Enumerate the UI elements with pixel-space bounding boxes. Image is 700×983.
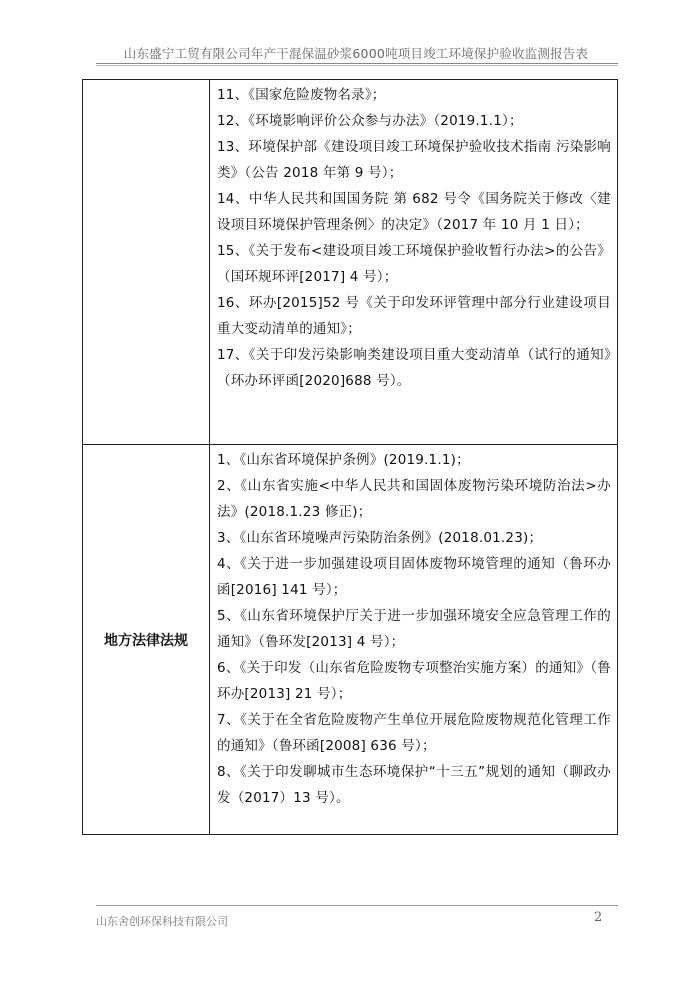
items-cell (210, 445, 618, 835)
list-item: 4、《关于进一步加强建设项目固体废物环境管理的通知（鲁环办函[2016] 141 号）； (217, 556, 611, 598)
header-rule-secondary (96, 65, 618, 66)
footer-company: 山东舍创环保科技有限公司 (96, 915, 228, 928)
category-cell (83, 445, 210, 835)
list-item: 7、《关于在全省危险废物产生单位开展危险废物规范化管理工作的通知》（鲁环函[2008] 636 号）； (217, 712, 611, 754)
list-item: 17、《关于印发污染影响类建设项目重大变动清单（试行的通知》（环办环评函[2020]688 号）。 (217, 347, 611, 389)
list-item: 12、《环境影响评价公众参与办法》（2019.1.1）； (217, 113, 523, 129)
list-item: 2、《山东省实施<中华人民共和国固体废物污染环境防治法>办法》(2018.1.23 修正)； (217, 478, 611, 520)
regulations-table (82, 79, 618, 835)
footer-rule (96, 905, 618, 906)
list-item: 14、中华人民共和国国务院 第 682 号令《国务院关于修改〈建设项目环境保护管理条例〉的决定》（2017 年 10 月 1 日）； (217, 191, 611, 233)
table-row (83, 445, 618, 835)
page-header-title: 山东盛宁工贸有限公司年产干混保温砂浆6000吨项目竣工环境保护验收监测报告表 (123, 46, 589, 61)
category-label: 地方法律法规 (104, 632, 188, 649)
items-cell (210, 80, 618, 445)
list-item: 11、《国家危险废物名录》； (217, 87, 386, 103)
page-number: 2 (594, 910, 603, 925)
table-row (83, 80, 618, 445)
list-item: 3、《山东省环境噪声污染防治条例》(2018.01.23)； (217, 530, 543, 546)
list-item: 1、《山东省环境保护条例》(2019.1.1)； (217, 452, 470, 468)
list-item: 5、《山东省环境保护厅关于进一步加强环境安全应急管理工作的通知》（鲁环发[2013] 4 号）； (217, 608, 611, 650)
list-item: 8、《关于印发聊城市生态环境保护“十三五”规划的通知（聊政办发（2017）13 号）。 (217, 764, 611, 806)
category-cell (83, 80, 210, 445)
list-item: 6、《关于印发（山东省危险废物专项整治实施方案）的通知》（鲁环办[2013] 21 号）； (217, 660, 611, 702)
list-item: 13、环境保护部《建设项目竣工环境保护验收技术指南 污染影响类》（公告 2018 年第 9 号）； (217, 139, 611, 181)
list-item: 16、环办[2015]52 号《关于印发环评管理中部分行业建设项目重大变动清单的通知》； (217, 295, 611, 337)
list-item: 15、《关于发布<建设项目竣工环境保护验收暂行办法>的公告》（国环规环评[2017] 4 号）； (217, 243, 611, 285)
header-rule (96, 63, 618, 64)
